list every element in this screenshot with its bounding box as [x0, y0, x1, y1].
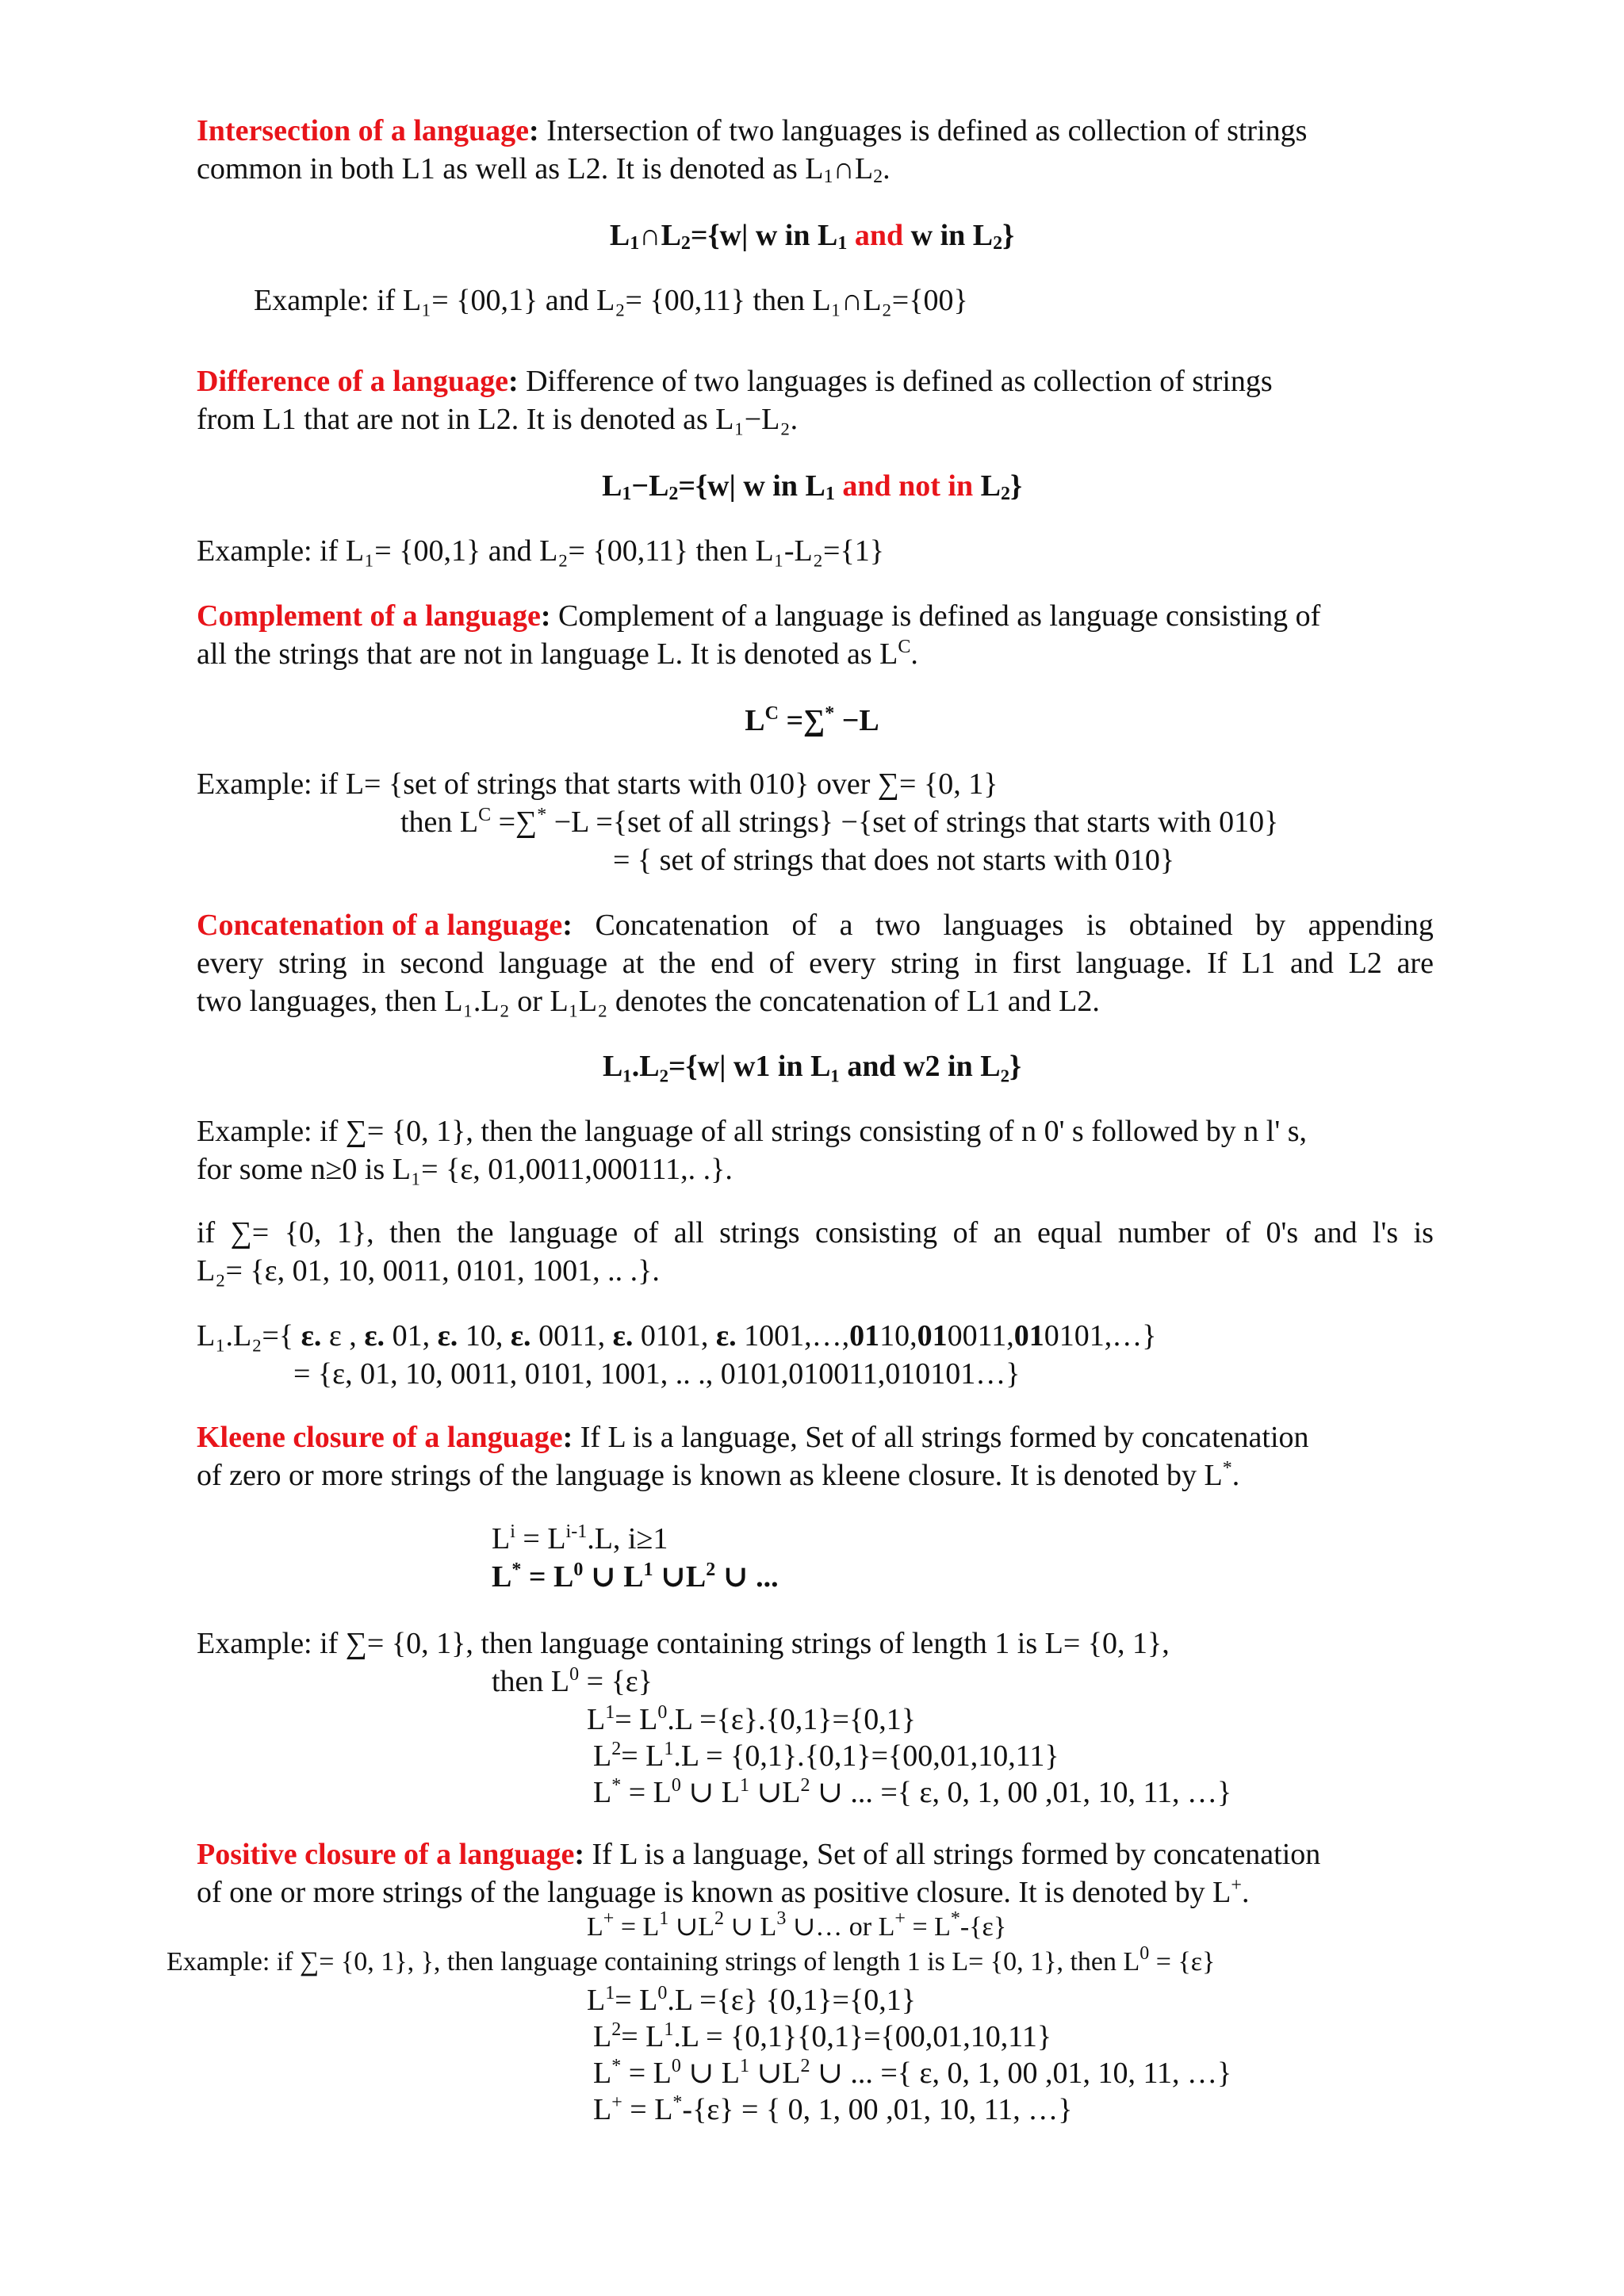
concatenation-result-part: ε.: [301, 1319, 322, 1353]
positive-definition: $L^+ = L^1$ $\cup L^2$ ∪ $L^3$ ∪… or L+ = L*-{ε}: [587, 1908, 1007, 1942]
concatenation-result-part: 0011,: [947, 1319, 1014, 1353]
concatenation-line-1: Concatenation of a language: Concatenation of a two languages is obtained by appending: [197, 909, 1434, 942]
concatenation-result-part: 01: [917, 1319, 948, 1353]
kleene-line-2: of zero or more strings of the language is known as kleene closure. It is denoted by L*.: [197, 1458, 1240, 1492]
concatenation-heading: Concatenation of a language: [197, 909, 563, 942]
kleene-definition-2: $L^* = L^0$ ∪ $L^1$ $\cup L^2$ ∪ ...: [492, 1559, 779, 1594]
difference-line-2: from L1 that are not in L2. It is denoted as L₁−L₂.: [197, 403, 799, 436]
concatenation-example-1-line-2: for some n≥0 is L₁= {ε, 01,0011,000111,. .}.: [197, 1153, 733, 1186]
concatenation-line-3: two languages, then L₁.L₂ or L₁L₂ denotes the concatenation of L1 and L2.: [197, 985, 1100, 1018]
concatenation-result-part: 01: [1013, 1319, 1044, 1353]
intersection-formula: $L_1\cap L_2=\{w|$ w in $L_1$ and w in $L_2$}: [609, 219, 1015, 254]
complement-heading: Complement of a language: [197, 599, 541, 633]
complement-line-2: all the strings that are not in language L. It is denoted as $L^C$.: [197, 637, 918, 671]
intersection-example: Example: if L₁= {00,1} and L₂= {00,11} then L₁∩L₂={00}: [254, 284, 968, 317]
concatenation-result-part: ε.: [364, 1319, 385, 1353]
difference-example: Example: if L₁= {00,1} and L₂= {00,11} then L₁-L₂={1}: [197, 534, 884, 568]
positive-step-3: $L^* = L^0$ ∪ $L^1$ $\cup L^2$ ∪ ... ={ ε, 0, 1, 00 ,01, 10, 11, …}: [593, 2056, 1232, 2090]
complement-line-1: Complement of a language: Complement of a language is defined as language consisting of: [197, 599, 1321, 633]
kleene-step-2: $L^2= L^1.L = \{0,1\}.\{0,1\}=\{00,01,10,11\}$: [593, 1739, 1059, 1773]
positive-heading: Positive closure of a language: [197, 1838, 575, 1871]
concatenation-result-part: ε.: [612, 1319, 634, 1353]
difference-heading: Difference of a language: [197, 365, 508, 398]
concatenation-result-part: 01,: [385, 1319, 438, 1353]
intersection-heading: Intersection of a language: [197, 114, 530, 147]
complement-example-3: = { set of strings that does not starts with 010}: [613, 844, 1175, 877]
concatenation-result-part: 01: [849, 1319, 880, 1353]
concatenation-line-2: every string in second language at the end of every string in first language. If L1 and L2 are: [197, 947, 1434, 980]
kleene-example-line-1: Example: if ∑= {0, 1}, then language containing strings of length 1 is L= {0, 1},: [197, 1627, 1170, 1660]
positive-step-4: L+ = L*-{ε} = { 0, 1, 00 ,01, 10, 11, …}: [593, 2092, 1073, 2126]
concatenation-result-part: 0101,: [633, 1319, 716, 1353]
complement-formula: $L^C =\sum^* -L$: [745, 703, 879, 737]
complement-example-1: Example: if L= {set of strings that starts with 010} over ∑= {0, 1}: [197, 767, 998, 801]
complement-example-2: then $L^C =\sum^* -L =\{set$ of all strings} −{set of strings that starts with 010}: [400, 805, 1279, 839]
concatenation-result-part: 0011,: [530, 1319, 613, 1353]
concatenation-result-part: ε ,: [321, 1319, 365, 1353]
concatenation-result-part: 0101,…}: [1044, 1319, 1157, 1353]
concatenation-example-2-line-2: L₂= {ε, 01, 10, 0011, 0101, 1001, .. .}.: [197, 1254, 660, 1288]
intersection-line-1: Intersection of a language: Intersection of two languages is defined as collection of strings: [197, 114, 1308, 147]
concatenation-result-line-1: L₁.L₂={ ε. ε , ε. 01, ε. 10, ε. 0011, ε. 0101, ε. 1001,…,0110,010011,010101,…}: [197, 1319, 1157, 1353]
concatenation-result-part: ε.: [510, 1319, 531, 1353]
kleene-definition-1: $L^i = L^{i-1}.L$, i≥1: [492, 1521, 668, 1556]
kleene-step-3: $L^* = L^0$ ∪ $L^1$ $\cup L^2$ ∪ ... ={ ε, 0, 1, 00 ,01, 10, 11, …}: [593, 1775, 1232, 1809]
concatenation-result-line-2: = {ε, 01, 10, 0011, 0101, 1001, .. ., 0101,010011,010101…}: [293, 1357, 1021, 1391]
positive-step-1: $L^1= L^0.L =\{\varepsilon\}$ {0,1}={0,1}: [587, 1983, 916, 2017]
concatenation-formula: L₁.L₂={w| w1 in L₁ and w2 in L₂}: [603, 1050, 1021, 1083]
kleene-heading: Kleene closure of a language: [197, 1421, 563, 1454]
concatenation-result-part: ε.: [437, 1319, 458, 1353]
kleene-line-1: Kleene closure of a language: If L is a language, Set of all strings formed by concatenation: [197, 1421, 1309, 1454]
positive-line-1: Positive closure of a language: If L is a language, Set of all strings formed by concatenation: [197, 1838, 1321, 1871]
positive-example: Example: if ∑= {0, 1}, }, then language containing strings of length 1 is L= {0, 1}, then $L^0 = \{\varepsilon\}$: [167, 1943, 1216, 1976]
concatenation-example-1-line-1: Example: if ∑= {0, 1}, then the language of all strings consisting of n 0' s followed by n l' s,: [197, 1115, 1307, 1148]
kleene-example-line-2: then $L^0 = \{\varepsilon\}$: [492, 1664, 653, 1698]
positive-step-2: $L^2= L^1.L = \{0,1\}\{0,1\}=\{00,01,10,11\}$: [593, 2019, 1052, 2053]
kleene-step-1: $L^1= L^0.L =\{\varepsilon\}.\{0,1\}=\{0,1\}$: [587, 1702, 916, 1736]
difference-line-1: Difference of a language: Difference of two languages is defined as collection of strings: [197, 365, 1273, 398]
concatenation-result-part: 10,: [879, 1319, 917, 1353]
difference-formula: $L_1-L_2=\{w|$ w in $L_1$ and not in $L_2$}: [602, 469, 1022, 504]
positive-line-2: of one or more strings of the language is known as positive closure. It is denoted by L+.: [197, 1875, 1250, 1909]
intersection-line-2: common in both L1 as well as L2. It is denoted as $L_1\cap L_2$.: [197, 152, 891, 187]
concatenation-result-part: 10,: [458, 1319, 511, 1353]
concatenation-result-part: ε.: [715, 1319, 737, 1353]
concatenation-example-2-line-1: if ∑= {0, 1}, then the language of all strings consisting of an equal number of 0's and l's is: [197, 1216, 1434, 1249]
concatenation-result-part: 1001,…,: [736, 1319, 850, 1353]
